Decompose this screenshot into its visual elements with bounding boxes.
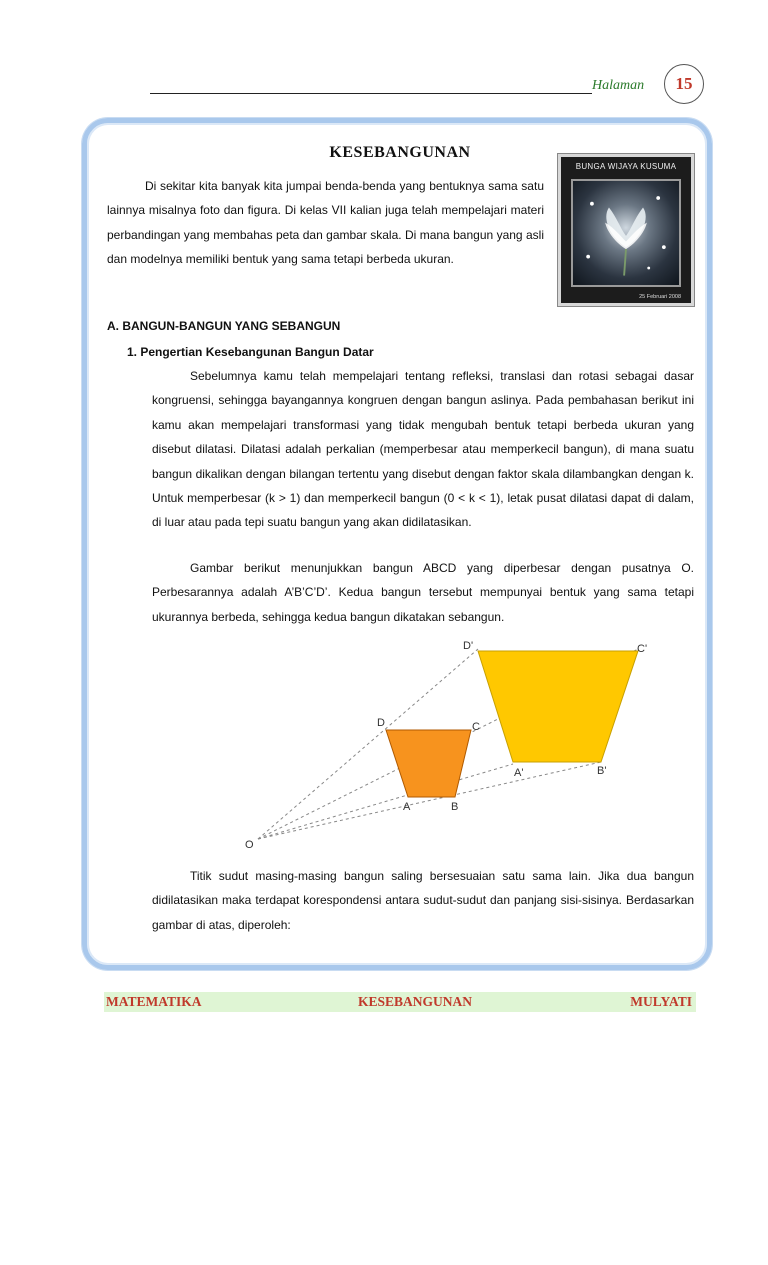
footer-subject: MATEMATIKA <box>106 994 202 1009</box>
subsection-1-heading: 1. Pengertian Kesebangunan Bangun Datar <box>127 345 374 359</box>
footer-author: MULYATI <box>630 994 692 1009</box>
label-a: A <box>403 801 411 813</box>
paragraph-titik-sudut-text: Titik sudut masing-masing bangun saling bersesuaian satu sama lain. Jika dua bangun didilatasikan maka terdapat korespondensi antara sudut-sudut dan panjang sisi-sisinya. Berdasarkan gambar di atas, diperoleh: <box>152 869 694 932</box>
header-rule <box>150 76 592 94</box>
section-a-heading: A. BANGUN-BANGUN YANG SEBANGUN <box>107 319 341 333</box>
large-trapezoid <box>478 651 638 762</box>
label-b: B <box>451 801 459 813</box>
paragraph-dilatasi <box>152 364 694 535</box>
photo-caption: BUNGA WIJAYA KUSUMA <box>575 162 677 171</box>
flower-image <box>571 179 681 287</box>
footer-bar <box>104 992 696 1012</box>
flower-photo <box>558 154 694 306</box>
paragraph-dilatasi-text: Sebelumnya kamu telah mempelajari tentang refleksi, translasi dan rotasi sebagai dasar kongruensi, sehingga bayangannya kongruen dengan bangun aslinya. Pada pembahasan berikut ini kamu akan mempelajari transformasi yang tidak mengubah bentuk tetapi berbeda ukuran yang disebut dilatasi. Dilatasi adalah perkalian (memperbesar atau memperkecil bangun), di mana suatu bangun dikalikan dengan bilangan tertentu yang disebut dengan faktor skala dilambangkan dengan k. Untuk memperbesar (k > 1) dan memperkecil bangun (0 < k < 1), letak pusat dilatasi dapat di dalam, di luar atau pada tepi suatu bangun yang akan didilatasikan. <box>152 369 694 530</box>
flower-icon <box>573 181 679 285</box>
label-o: O <box>245 839 254 851</box>
paragraph-gambar <box>152 556 694 629</box>
page-title: KESEBANGUNAN <box>329 144 471 161</box>
label-c: C <box>472 721 480 733</box>
paragraph-gambar-text: Gambar berikut menunjukkan bangun ABCD yang diperbesar dengan pusatnya O. Perbesarannya adalah A’B’C’D’. Kedua bangun tersebut mempunyai bentuk yang sama tetapi ukurannya berbeda, sehingga kedua bangun dikatakan sebangun. <box>152 561 694 624</box>
label-c-prime: C' <box>637 643 648 655</box>
header-page-label: Halaman <box>592 78 645 93</box>
small-trapezoid <box>386 730 471 797</box>
ray-o-a <box>258 764 513 839</box>
label-d: D <box>377 717 385 729</box>
dilatation-figure <box>243 634 653 854</box>
label-d-prime: D' <box>463 640 474 652</box>
label-b-prime: B' <box>597 765 607 777</box>
intro-text: Di sekitar kita banyak kita jumpai benda-benda yang bentuknya sama satu lainnya misalnya foto dan figura. Di kelas VII kalian juga telah mempelajari materi perbandingan yang membahas peta dan gambar skala. Di mana bangun yang asli dan modelnya memiliki bentuk yang sama tetapi berbeda ukuran. <box>107 179 544 267</box>
paragraph-titik-sudut <box>152 864 694 937</box>
label-a-prime: A' <box>514 767 524 779</box>
photo-date: 25 Februari 2008 <box>639 294 681 300</box>
page-number: 15 <box>664 64 704 104</box>
footer-topic: KESEBANGUNAN <box>358 994 473 1009</box>
intro-paragraph <box>107 174 544 272</box>
